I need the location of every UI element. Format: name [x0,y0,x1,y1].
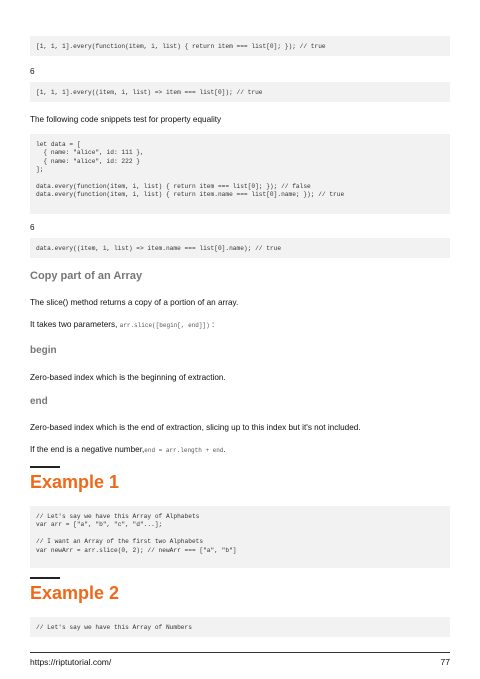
output-number: 6 [30,223,35,232]
code-block-data-every: let data = [ { name: "alice", id: 111 }, { name: "alice", id: 222 } ]; data.every(function(item, i, list) { return item === list[0]; }); // false data.every(function(item, i, list) { return item.name === list[0].name; }); // true [30,134,450,214]
code-block-every-function: [1, 1, 1].every(function(item, i, list) { return item === list[0]; }); // true [30,36,450,56]
output-number: 6 [30,67,35,76]
code-block-data-every-arrow: data.every((item, i, list) => item.name === list[0].name); // true [30,238,450,258]
paragraph-parameters-tail: : [209,320,215,329]
code-block-example-2: // Let's say we have this Array of Numbers [30,617,450,637]
footer-url-link[interactable]: https://riptutorial.com/ [30,657,112,667]
example-2-rule [30,577,60,579]
paragraph-parameters [30,319,214,331]
code-block-every-arrow: [1, 1, 1].every((item, i, list) => item === list[0]); // true [30,82,450,102]
paragraph-negative-end [30,444,226,456]
paragraph-negative-end-text: If the end is a negative number, [30,445,145,454]
example-2-heading: Example 2 [30,583,120,603]
paragraph-end-description: Zero-based index which is the end of extraction, slicing up to this index but it's not included. [30,423,361,432]
paragraph-begin-description: Zero-based index which is the beginning of extraction. [30,373,226,382]
subheading-end: end [30,396,48,407]
footer-divider [30,652,450,653]
paragraph-negative-end-tail: . [223,445,226,454]
paragraph-property-equality: The following code snippets test for property equality [30,115,222,124]
inline-code-slice-signature: arr.slice([begin[, end]]) [119,322,210,329]
paragraph-parameters-text: It takes two parameters, [30,320,120,329]
code-block-example-1: // Let's say we have this Array of Alphabets var arr = ["a", "b", "c", "d"...]; // I want an Array of the first two Alphabets var newArr = arr.slice(0, 2); // newArr === ["a", "b"] [30,506,450,568]
subheading-begin: begin [30,345,57,356]
paragraph-slice-description: The slice() method returns a copy of a portion of an array. [30,298,239,307]
example-1-rule [30,466,60,468]
example-1-heading: Example 1 [30,472,120,492]
inline-code-end-formula: end = arr.length + end [144,447,224,454]
footer-page-number: 77 [440,657,450,667]
section-heading-copy-part: Copy part of an Array [30,270,143,282]
